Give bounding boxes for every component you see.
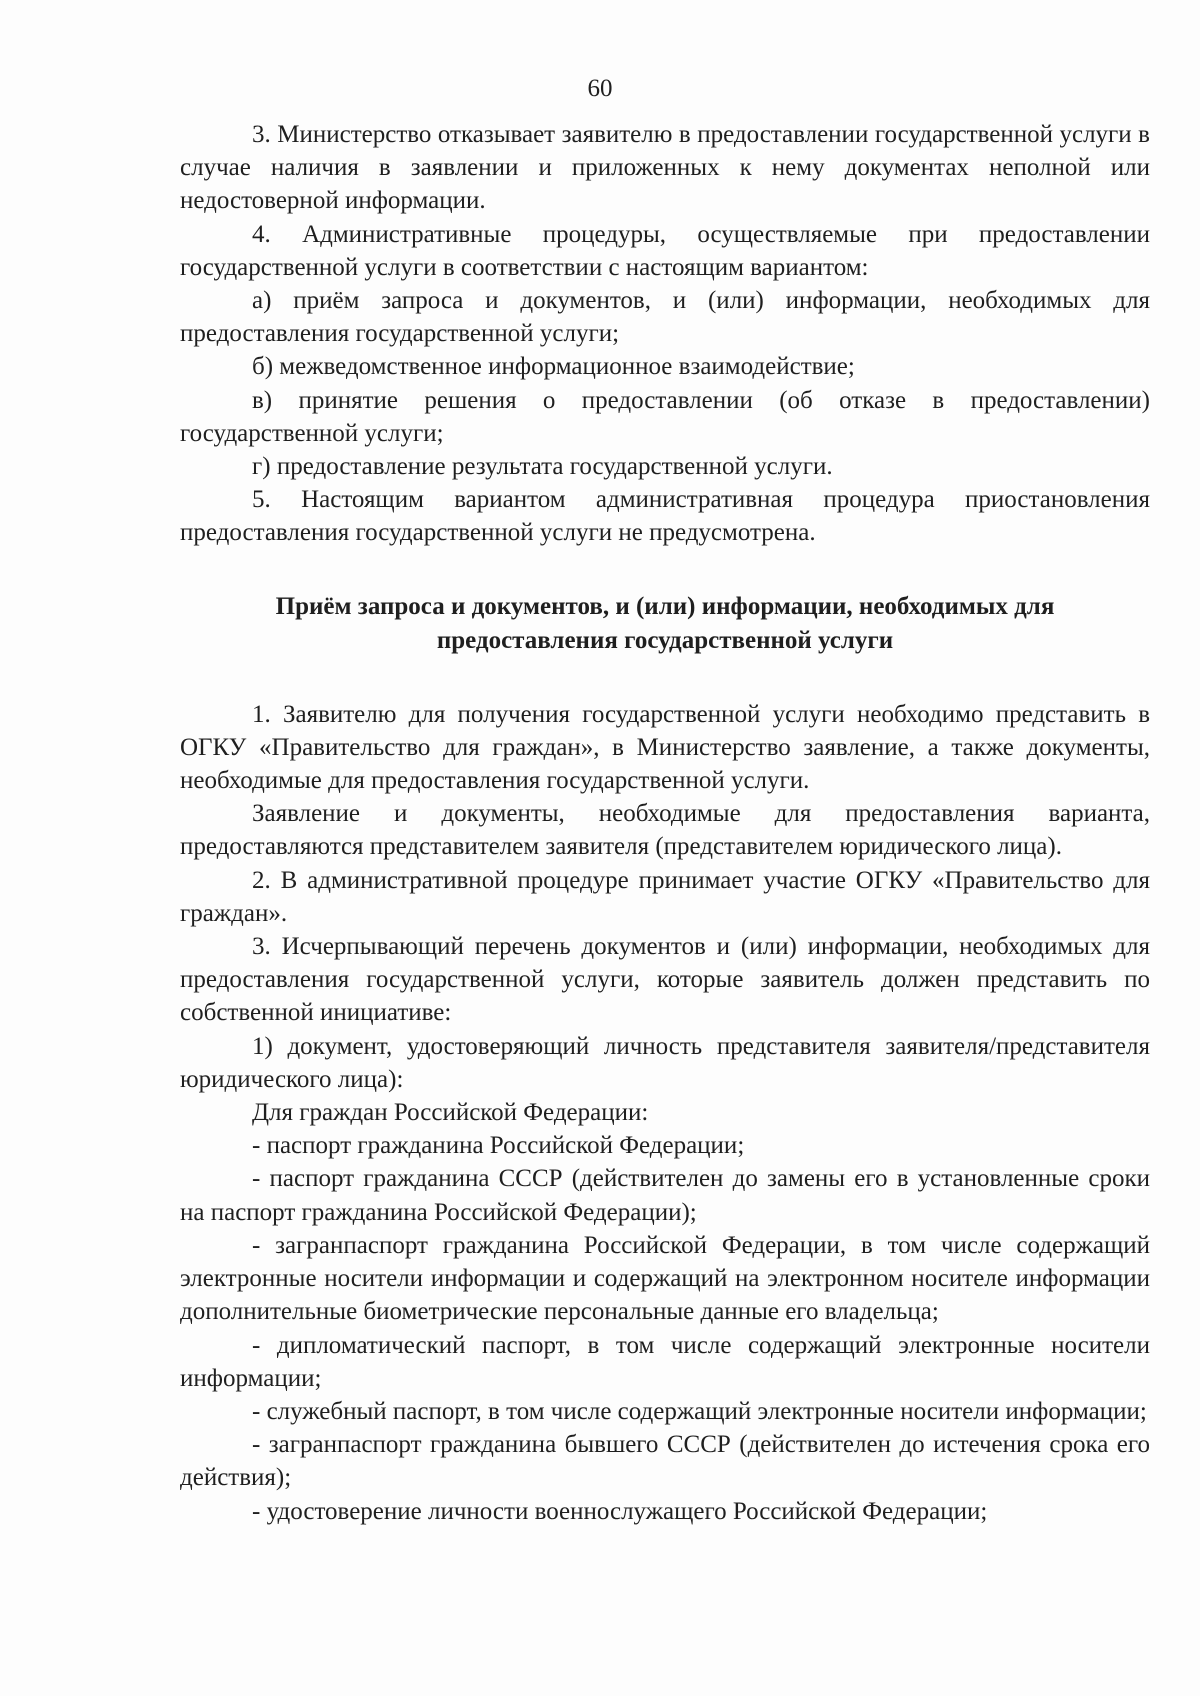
paragraph: 2. В административной процедуре принимает участие ОГКУ «Правительство для граждан». bbox=[180, 866, 1150, 927]
paragraph: 1) документ, удостоверяющий личность представителя заявителя/представителя юридического лица): bbox=[180, 1032, 1150, 1093]
paragraph: 3. Исчерпывающий перечень документов и (или) информации, необходимых для предоставления государственной услуги, которые заявитель должен представить по собственной инициативе: bbox=[180, 933, 1150, 1027]
paragraph: Заявление и документы, необходимые для предоставления варианта, предоставляются представителем заявителя (представителем юридического лица). bbox=[180, 800, 1150, 861]
page-number: 60 bbox=[587, 75, 613, 102]
paragraph: Для граждан Российской Федерации: bbox=[252, 1099, 649, 1127]
paragraph: г) предоставление результата государственной услуги. bbox=[252, 453, 833, 481]
paragraph: а) приём запроса и документов, и (или) информации, необходимых для предоставления государственной услуги; bbox=[180, 287, 1150, 348]
list-item: - загранпаспорт гражданина бывшего СССР (действителен до истечения срока его действия); bbox=[180, 1431, 1150, 1492]
section-heading bbox=[180, 590, 1150, 658]
paragraph: 1. Заявителю для получения государственной услуги необходимо представить в ОГКУ «Правительство для граждан», в Министерство заявление, а также документы, необходимые для предоставления государственной услуги. bbox=[180, 700, 1150, 795]
paragraph: б) межведомственное информационное взаимодействие; bbox=[252, 353, 855, 381]
list-item: - паспорт гражданина СССР (действителен до замены его в установленные сроки на паспорт гражданина Российской Федерации); bbox=[180, 1165, 1150, 1226]
list-item: - дипломатический паспорт, в том числе содержащий электронные носители информации; bbox=[180, 1331, 1150, 1392]
paragraph: 4. Административные процедуры, осуществляемые при предоставлении государственной услуги в соответствии с настоящим вариантом: bbox=[180, 220, 1150, 281]
list-item: - загранпаспорт гражданина Российской Федерации, в том числе содержащий электронные носители информации и содержащий на электронном носителе информации дополнительные биометрические персональные данные его владельца; bbox=[180, 1231, 1150, 1326]
paragraph: 5. Настоящим вариантом административная процедура приостановления предоставления государственной услуги не предусмотрена. bbox=[180, 486, 1150, 547]
document-body bbox=[180, 118, 1150, 1528]
list-item: - удостоверение личности военнослужащего Российской Федерации; bbox=[252, 1497, 988, 1525]
section-heading-line: Приём запроса и документов, и (или) информации, необходимых для bbox=[275, 592, 1055, 620]
list-item: - паспорт гражданина Российской Федерации; bbox=[252, 1132, 745, 1160]
list-item: - служебный паспорт, в том числе содержащий электронные носители информации; bbox=[252, 1397, 1147, 1425]
section-heading-line: предоставления государственной услуги bbox=[436, 626, 894, 654]
paragraph: 3. Министерство отказывает заявителю в предоставлении государственной услуги в случае наличия в заявлении и приложенных к нему документах неполной или недостоверной информации. bbox=[180, 121, 1150, 215]
paragraph: в) принятие решения о предоставлении (об отказе в предоставлении) государственной услуги; bbox=[180, 386, 1150, 447]
